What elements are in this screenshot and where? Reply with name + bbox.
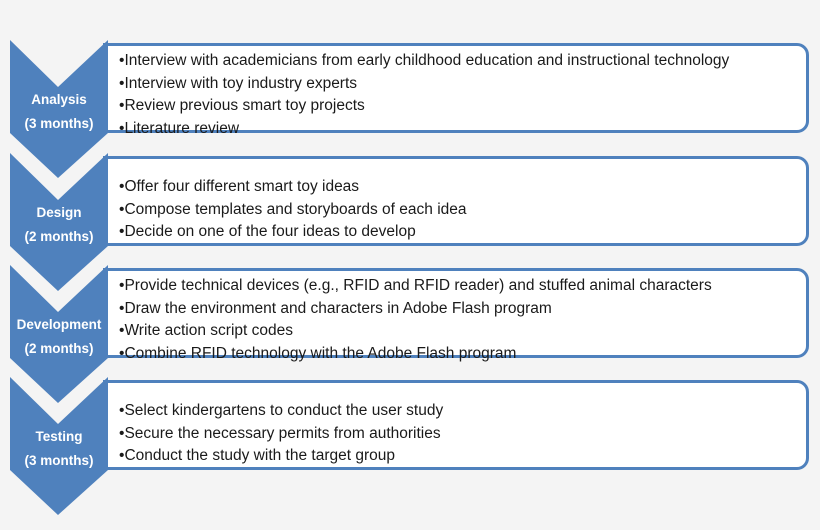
- phase-name: Development: [16, 317, 102, 332]
- phase-duration: (3 months): [24, 116, 94, 131]
- task-box: [103, 156, 809, 246]
- phase-duration: (3 months): [24, 453, 94, 468]
- task-item: • Review previous smart toy projects: [119, 95, 806, 118]
- task-item: • Draw the environment and characters in Adobe Flash program: [119, 298, 806, 321]
- phase-chevron: [10, 377, 108, 517]
- task-item: • Write action script codes: [119, 320, 806, 343]
- task-item: • Combine RFID technology with the Adobe Flash program: [119, 343, 806, 366]
- phase-duration: (2 months): [24, 341, 94, 356]
- task-item: • Compose templates and storyboards of each idea: [119, 199, 806, 222]
- phase-duration: (2 months): [24, 229, 94, 244]
- task-box: [103, 43, 809, 137]
- task-item: • Offer four different smart toy ideas: [119, 176, 806, 199]
- task-item: • Secure the necessary permits from authorities: [119, 423, 806, 446]
- task-item: • Literature review: [119, 118, 806, 141]
- task-item: • Interview with academicians from early childhood education and instructional technology: [119, 50, 806, 73]
- phase-name: Design: [36, 205, 82, 220]
- task-item: • Conduct the study with the target group: [119, 445, 806, 468]
- task-item: • Decide on one of the four ideas to develop: [119, 221, 806, 244]
- phase-testing: [0, 377, 820, 517]
- task-item: • Select kindergartens to conduct the user study: [119, 400, 806, 423]
- phase-name: Testing: [35, 429, 83, 444]
- task-item: • Interview with toy industry experts: [119, 73, 806, 96]
- task-box: [103, 268, 809, 362]
- phase-name: Analysis: [31, 92, 87, 107]
- task-box: [103, 380, 809, 470]
- task-item: • Provide technical devices (e.g., RFID and RFID reader) and stuffed animal characters: [119, 275, 806, 298]
